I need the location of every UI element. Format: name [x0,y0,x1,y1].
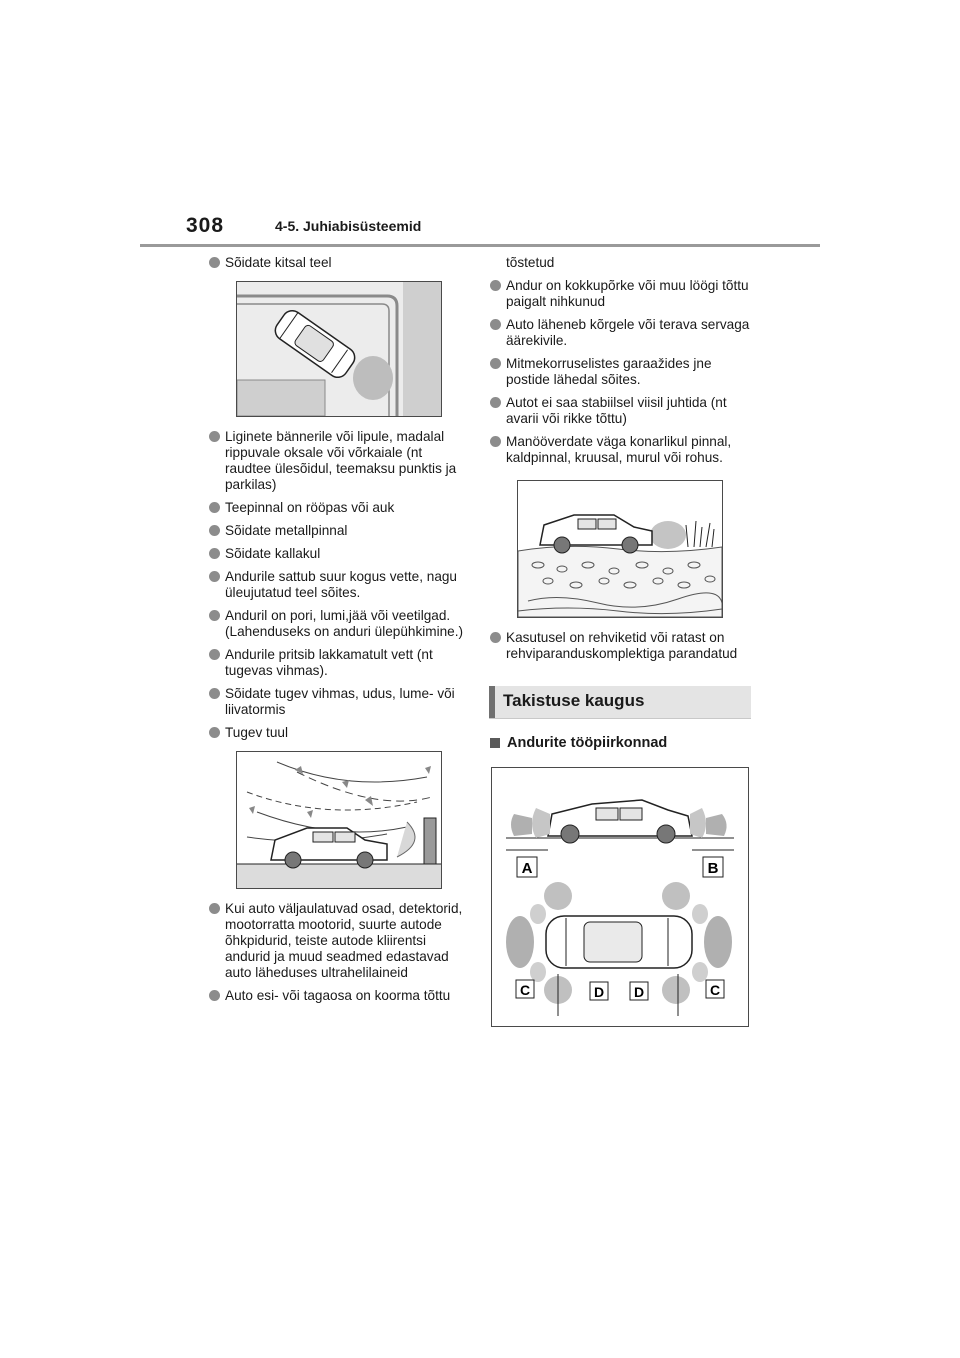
label-b: B [707,860,719,877]
right-column [489,255,751,1039]
bullet-icon [209,610,220,621]
list-item: Mitmekorruselistes garaažides jne postide lähedal sõites. [489,356,751,388]
square-bullet-icon [490,738,500,748]
list-item: Auto läheneb kõrgele või terava servaga äärekivile. [489,317,751,349]
label-a: A [521,860,533,877]
list-item: Kasutusel on rehviketid või ratast on rehviparanduskomplektiga parandatud [489,630,751,662]
list-item-continuation: tõstetud [506,255,555,270]
list-item: Auto esi- või tagaosa on koorma tõttu [208,988,470,1004]
bullet-icon [209,903,220,914]
heading-accent-bar [489,686,495,718]
list-item: Sõidate kallakul [208,546,470,562]
bullet-icon [209,548,220,559]
page-number: 308 [186,214,225,237]
subheading: Andurite tööpiirkonnad [489,735,751,751]
left-column [208,255,470,1011]
bullet-icon [209,990,220,1001]
label-d-right: D [633,984,645,1000]
bullet-icon [490,397,501,408]
bullet-icon [209,649,220,660]
heading-text: Takistuse kaugus [503,691,645,710]
bullet-icon [490,280,501,291]
header-divider [140,244,820,247]
bullet-icon [490,319,501,330]
bullet-icon [209,571,220,582]
list-item: Andurile sattub suur kogus vette, nagu üleujutatud teel sõites. [208,569,470,601]
bullet-icon [209,431,220,442]
bullet-icon [209,525,220,536]
narrow-road-illustration [236,281,442,417]
list-item: Teepinnal on rööpas või auk [208,500,470,516]
list-item: Sõidate tugev vihmas, udus, lume- või liivatormis [208,686,470,718]
bullet-icon [490,436,501,447]
bullet-icon [209,727,220,738]
strong-wind-illustration [236,751,442,889]
list-item: Andurile pritsib lakkamatult vett (nt tugevas vihmas). [208,647,470,679]
rough-terrain-illustration [517,480,723,618]
list-item: Manööverdate väga konarlikul pinnal, kaldpinnal, kruusal, murul või rohus. [489,434,751,466]
label-c-left: C [519,982,531,998]
list-item: Kui auto väljaulatuvad osad, detektorid, mootorratta mootorid, suurte autode õhkpidurid, teiste autode kliirentsi andurid ja muud seadmed edastavad auto läheduses ultrahelilaineid [208,901,470,981]
label-d-left: D [593,984,605,1000]
bullet-icon [209,257,220,268]
list-item: Sõidate kitsal teel [208,255,470,271]
list-item: Autot ei saa stabiilsel viisil juhtida (nt avarii või rikke tõttu) [489,395,751,427]
page-header [140,214,820,246]
bullet-icon [490,358,501,369]
list-item: Sõidate metallpinnal [208,523,470,539]
bullet-icon [209,688,220,699]
list-item: Andur on kokkupõrke või muu löögi tõttu paigalt nihkunud [489,278,751,310]
sensor-range-diagram [491,767,749,1027]
list-item: Tugev tuul [208,725,470,741]
bullet-icon [209,502,220,513]
list-item: Liginete bännerile või lipule, madalal rippuvale oksale või võrkaiale (nt raudtee ülesõidul, teemaksu punktis ja parkilas) [208,429,470,493]
list-item: Anduril on pori, lumi,jää või veetilgad. (Lahenduseks on anduri ülepühkimine.) [208,608,470,640]
section-title: 4-5. Juhiabisüsteemid [275,218,422,234]
section-heading [489,686,751,719]
bullet-icon [490,632,501,643]
label-c-right: C [709,982,721,998]
